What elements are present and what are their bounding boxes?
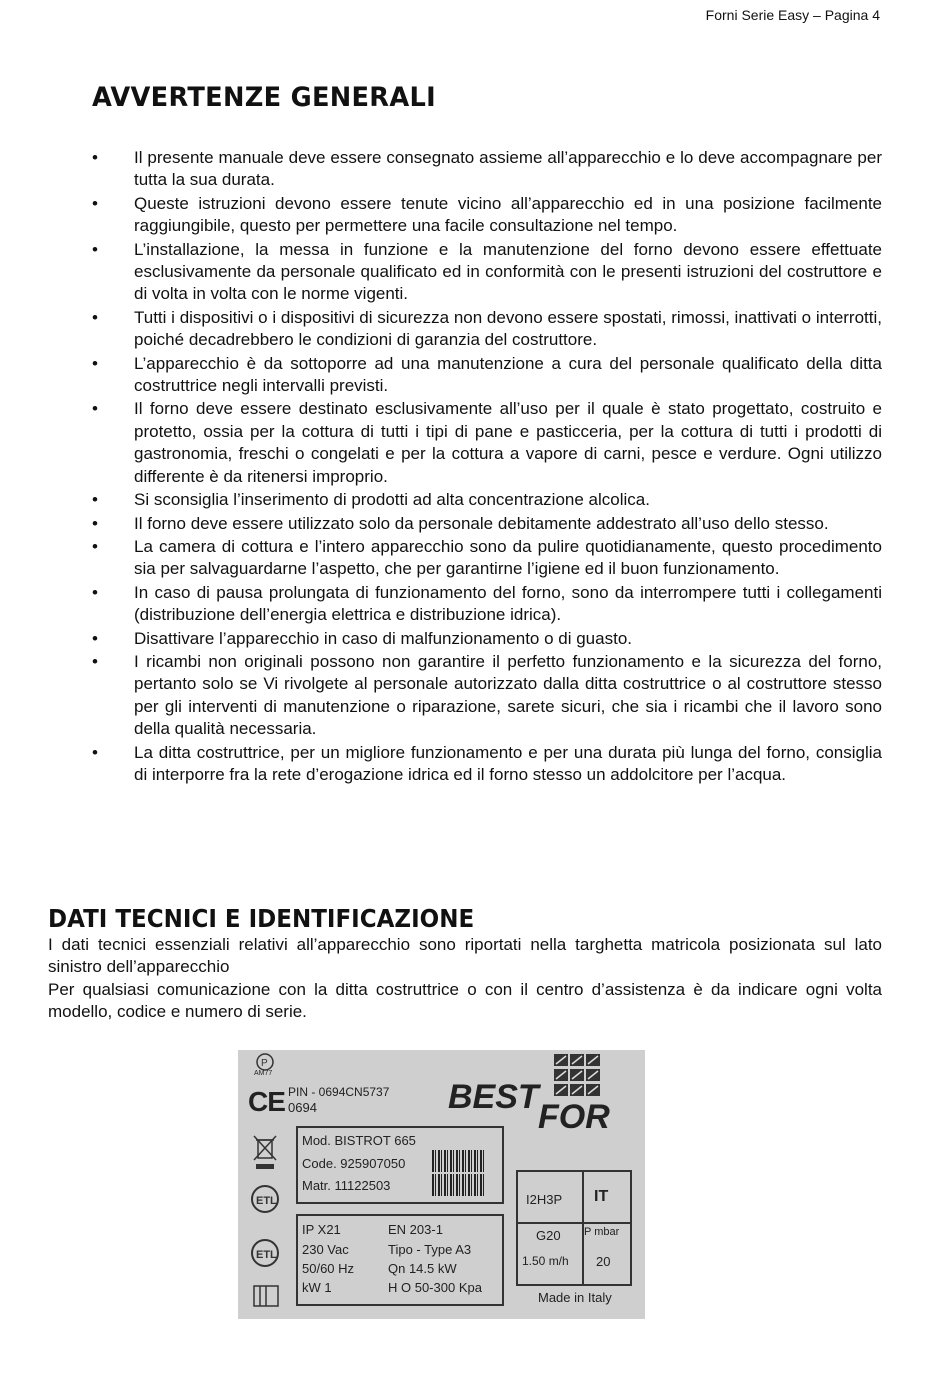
gas-flow: 1.50 m/h [522,1254,569,1268]
list-item: • Tutti i dispositivi o i dispositivi di sicurezza non devono essere spostati, rimossi, inattivati o interrotti, poiché decadrebbero le condizioni di garanzia del costruttore. [92,307,882,350]
bullet-icon: • [92,651,98,671]
standard: EN 203-1 [388,1222,443,1237]
bullet-icon: • [92,353,98,373]
list-item: • In caso di pausa prolungata di funzionamento del forno, sono da interrompere tutti i collegamenti (distribuzione dell’energia elettrica e distribuzione idrica). [92,582,882,625]
mark-code: AM77 [254,1070,273,1077]
page-header: Forni Serie Easy – Pagina 4 [705,7,880,23]
gas-pressure: 20 [596,1254,611,1269]
etl-mark-icon-2 [250,1238,280,1268]
model-name: Mod. BISTROT 665 [302,1133,416,1148]
list-item: • Il forno deve essere utilizzato solo da personale debitamente addestrato all’uso dello stesso. [92,513,882,535]
frequency: 50/60 Hz [302,1261,355,1276]
brand-name-bottom: FOR [538,1098,610,1136]
contact-paragraph: Per qualsiasi comunicazione con la ditta costruttrice o con il centro d’assistenza è da indicare ogni volta modello, codice e numero di serie. [48,980,882,1022]
bullet-icon: • [92,307,98,327]
svg-text:P: P [261,1058,268,1069]
svg-text:ETL: ETL [256,1249,277,1261]
warnings-list [92,147,882,787]
bullet-icon: • [92,742,98,762]
bullet-icon: • [92,490,98,510]
barcode-code [432,1150,486,1172]
nominal-heat-input: Qn 14.5 kW [388,1261,457,1276]
gas-category: I2H3P [526,1192,563,1207]
destination-country: IT [594,1188,609,1205]
ce-mark: CE [248,1086,285,1117]
list-item: • L’installazione, la messa in funzione e la manutenzione del forno devono essere effettuate esclusivamente da personale qualificato ed in conformità con le presenti istruzioni del costruttore e di volta in volta con le norme vigenti. [92,239,882,304]
gas-box-hdivider [516,1222,630,1224]
list-item: • Il presente manuale deve essere consegnato assieme all’apparecchio e lo deve accompagnare per tutta la sua durata. [92,148,882,190]
water-pressure: H O 50-300 Kpa [388,1280,482,1295]
bullet-icon: • [92,536,98,556]
bullet-icon: • [92,582,98,602]
list-item: • L’apparecchio è da sottoporre ad una manutenzione a cura del personale qualificato della ditta costruttrice negli intervalli previsti. [92,353,882,396]
list-item: • La camera di cottura e l’intero apparecchio sono da pulire quotidianamente, questo procedimento sia per salvaguardarne l’aspetto, che per garantirne l’igiene ed il buon funzionamento. [92,536,882,579]
electric-power: kW 1 [302,1280,332,1295]
list-item: • Si sconsiglia l’inserimento di prodotti ad alta concentrazione alcolica. [92,489,882,511]
etl-mark-icon [250,1184,280,1214]
pin-number: PIN - 0694CN5737 [288,1085,390,1099]
serial-number: Matr. 11122503 [302,1178,391,1193]
bullet-icon: • [92,513,98,533]
rating-plate-image [238,1050,645,1319]
voltage: 230 Vac [302,1242,349,1257]
gas-type: G20 [536,1228,561,1243]
bullet-icon: • [92,628,98,648]
notified-body-number: 0694 [288,1100,317,1115]
pressure-label: P mbar [584,1226,620,1238]
list-item: • Disattivare l’apparecchio in caso di malfunzionamento o di guasto. [92,628,882,650]
made-in-label: Made in Italy [538,1290,612,1305]
bullet-icon: • [92,193,98,213]
logo-grid-icon [554,1054,602,1098]
barcode-serial [432,1174,486,1196]
list-item: • La ditta costruttrice, per un migliore funzionamento e per una durata più lunga del forno, consiglia di interporre fra la rete d’erogazione idrica ed il forno stesso un addolcitore per l’acqua. [92,742,882,784]
technical-data-paragraph: I dati tecnici essenziali relativi all’apparecchio sono riportati nella targhetta matricola posizionata sul lato sinistro dell’apparecchio [48,935,882,977]
list-item: • I ricambi non originali possono non garantire il perfetto funzionamento e la sicurezza del forno, pertanto solo se Vi rivolgete al personale autorizzato dalla ditta costruttrice o al costruttore stesso per gli interventi di manutenzione o riparazione, sarete sicuri, che sia i ricambi che il lavoro sono della qualità necessaria. [92,651,882,739]
weee-bin-icon [252,1134,278,1170]
bullet-icon: • [92,148,98,167]
bullet-icon: • [92,399,98,419]
manual-book-icon [252,1282,280,1308]
product-code: Code. 925907050 [302,1156,406,1171]
section-title-warnings: AVVERTENZE GENERALI [92,82,436,113]
brand-name-top: BEST [448,1078,539,1116]
pi-mark-icon [254,1052,276,1072]
list-item: • Queste istruzioni devono essere tenute vicino all’apparecchio ed in una posizione facilmente raggiungibile, questo per permettere una facile consultazione nel tempo. [92,193,882,236]
ip-rating: IP X21 [302,1222,341,1237]
appliance-type: Tipo - Type A3 [388,1242,472,1257]
bullet-icon: • [92,239,98,259]
list-item: • Il forno deve essere destinato esclusivamente all’uso per il quale è stato progettato, costruito e protetto, ossia per la cottura di tutti i tipi di pane e pasticceria, per la cottura di tutti i prodotti di gastronomia, freschi o congelati e per la cottura a vapore di carni, pesce e verdure. Ogni utilizzo differente è da ritenersi improprio. [92,399,882,486]
svg-text:ETL: ETL [256,1195,277,1207]
section-title-technical-data: DATI TECNICI E IDENTIFICAZIONE [48,904,475,933]
